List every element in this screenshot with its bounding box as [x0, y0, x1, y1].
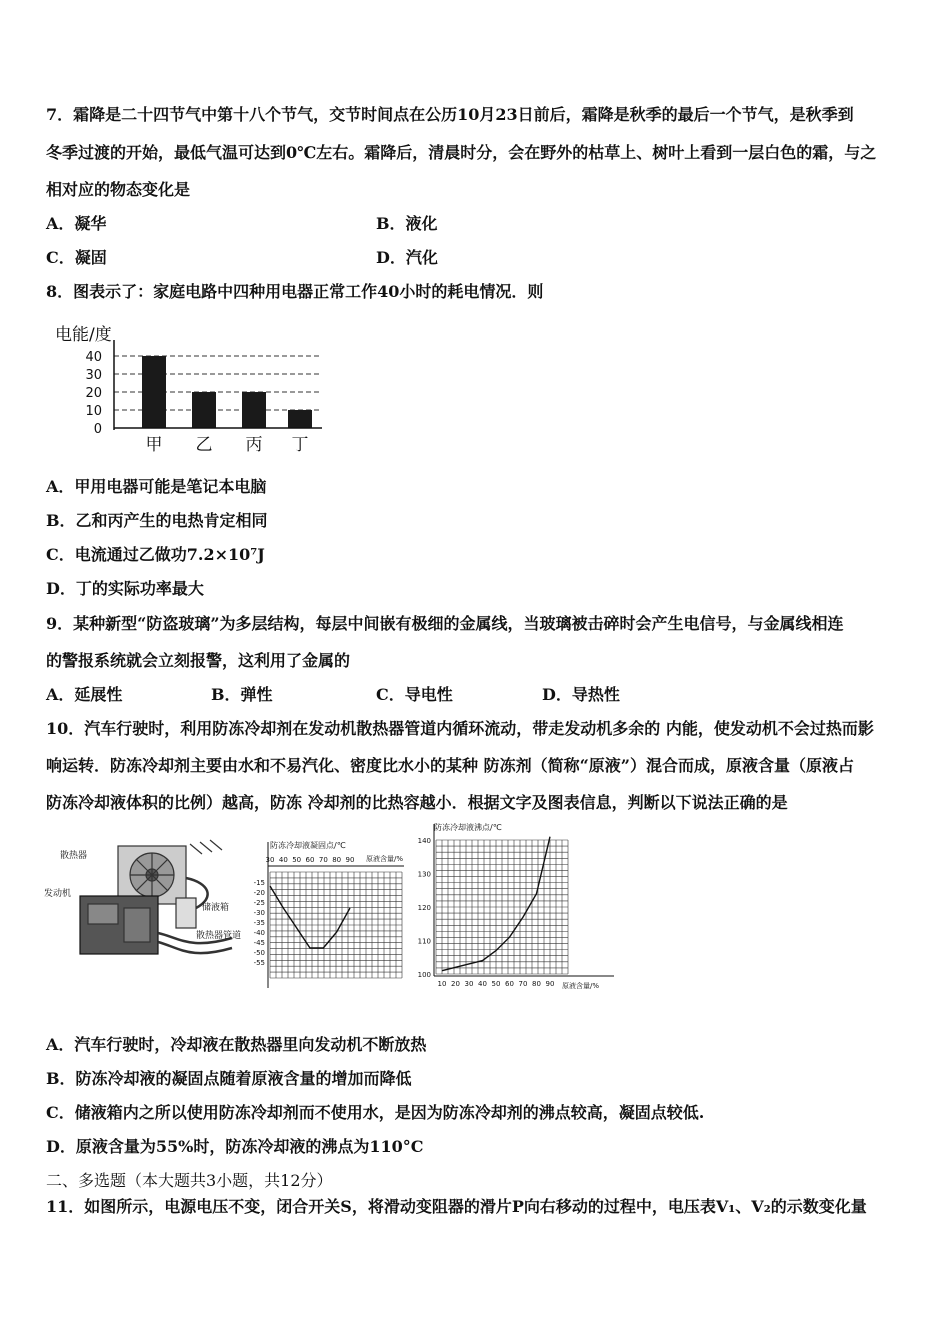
q9-option-d: D．导热性: [542, 685, 620, 704]
q8-option-b: B．乙和丙产生的电热肯定相同: [46, 511, 268, 530]
q7-option-a: A．凝华: [46, 214, 107, 233]
freezing-chart-title: 防冻冷却液凝固点/℃: [270, 841, 346, 850]
q10-option-d: D．原液含量为55%时，防冻冷却液的沸点为110°C: [46, 1137, 424, 1156]
q7-line-3: 相对应的物态变化是: [46, 180, 191, 199]
bar-chart-ytick: 20: [85, 386, 102, 401]
bar-chart-ytick: 30: [85, 368, 102, 383]
bar-chart-ytick: 10: [85, 404, 102, 419]
boiling-xtick: 20: [451, 980, 460, 988]
boiling-chart-xlabel: 原液含量/%: [562, 982, 600, 990]
freezing-point-chart: [240, 836, 410, 994]
boiling-xtick: 50: [491, 980, 501, 988]
freezing-xtick: 40: [278, 856, 288, 864]
bar-甲: [142, 356, 166, 428]
q7-line-1: 7．霜降是二十四节气中第十八个节气，交节时间点在公历10月23日前后，霜降是秋季的最后一个节气，是秋季到: [46, 105, 854, 124]
engine-radiator-figure: [40, 838, 250, 988]
q10-line-2: 响运转．防冻冷却剂主要由水和不易汽化、密度比水小的某种 防冻剂（简称“原液”）混合而成，原液含量（原液占: [46, 756, 854, 775]
bar-chart-category: 甲: [145, 435, 163, 455]
q9-option-a: A．延展性: [46, 685, 123, 704]
bar-丁: [288, 410, 312, 428]
freezing-xtick: 50: [292, 856, 302, 864]
boiling-point-chart: [412, 818, 624, 996]
bar-chart-category: 乙: [195, 435, 213, 455]
q8-stem: 8．图表示了：家庭电路中四种用电器正常工作40小时的耗电情况．则: [46, 282, 544, 301]
boiling-xtick: 70: [518, 980, 528, 988]
bar-chart-ytick: 0: [93, 422, 102, 437]
bar-乙: [192, 392, 216, 428]
figure-label-reservoir: 储液箱: [202, 903, 230, 913]
bar-丙: [242, 392, 266, 428]
bar-chart-ylabel: 电能/度: [55, 325, 112, 345]
freezing-ytick: -45: [253, 939, 265, 947]
boiling-ytick: 130: [417, 870, 431, 879]
q8-option-c: C．电流通过乙做功7.2×10⁷J: [46, 545, 265, 564]
freezing-xtick: 80: [332, 856, 342, 864]
boiling-xtick: 40: [478, 980, 487, 988]
q7-line-2: 冬季过渡的开始，最低气温可达到0℃左右。霜降后，清晨时分，会在野外的枯草上、树叶上看到一层白色的霜，与之: [46, 143, 877, 162]
q7-option-b: B．液化: [376, 214, 438, 233]
boiling-xtick: 80: [532, 980, 541, 988]
bar-chart-ytick: 40: [85, 350, 102, 365]
figure-label-engine: 发动机: [44, 889, 72, 899]
freezing-xtick: 60: [305, 856, 315, 864]
freezing-ytick: -35: [253, 919, 265, 927]
q10-option-c: C．储液箱内之所以使用防冻冷却剂而不使用水，是因为防冻冷却剂的沸点较高，凝固点较低.: [46, 1103, 705, 1122]
q9-option-c: C．导电性: [376, 685, 453, 704]
figure-label-radiator: 散热器: [60, 851, 88, 861]
boiling-xtick: 90: [545, 980, 555, 988]
freezing-ytick: -40: [253, 929, 265, 937]
q11-stem: 11．如图所示，电源电压不变，闭合开关S，将滑动变阻器的滑片P向右移动的过程中，电压表V₁、V₂的示数变化量: [46, 1197, 867, 1216]
boiling-xtick: 60: [505, 980, 514, 988]
freezing-ytick: -20: [253, 889, 265, 897]
q8-option-d: D．丁的实际功率最大: [46, 579, 204, 598]
q8-option-a: A．甲用电器可能是笔记本电脑: [46, 477, 267, 496]
freezing-xtick: 90: [345, 856, 355, 864]
section-2-title: 二、多选题（本大题共3小题，共12分）: [46, 1171, 333, 1190]
freezing-ytick: -30: [253, 909, 265, 917]
bar-chart-category: 丁: [291, 435, 309, 455]
boiling-ytick: 140: [417, 837, 431, 845]
q10-line-1: 10．汽车行驶时，利用防冻冷却剂在发动机散热器管道内循环流动，带走发动机多余的 内能，使发动机不会过热而影: [46, 719, 874, 738]
bar-chart-category: 丙: [245, 435, 263, 455]
freezing-ytick: -50: [253, 949, 265, 957]
q9-line-2: 的警报系统就会立刻报警，这利用了金属的: [46, 651, 351, 670]
q10-option-b: B．防冻冷却液的凝固点随着原液含量的增加而降低: [46, 1069, 412, 1088]
freezing-ytick: -25: [253, 899, 265, 907]
boiling-xtick: 30: [464, 980, 474, 988]
q9-option-b: B．弹性: [211, 685, 273, 704]
boiling-ytick: 110: [417, 937, 431, 946]
freezing-ytick: -55: [253, 959, 265, 967]
q7-option-c: C．凝固: [46, 248, 107, 267]
freezing-chart-xlabel: 原液含量/%: [366, 855, 404, 863]
boiling-ytick: 120: [417, 904, 431, 912]
boiling-ytick: 100: [417, 971, 431, 979]
boiling-xtick: 10: [437, 980, 447, 988]
freezing-xtick: 30: [265, 856, 275, 864]
q9-line-1: 9．某种新型“防盗玻璃”为多层结构，每层中间嵌有极细的金属线，当玻璃被击碎时会产生电信号，与金属线相连: [46, 614, 844, 633]
q7-option-d: D．汽化: [376, 248, 438, 267]
freezing-xtick: 70: [318, 856, 328, 864]
freezing-ytick: -15: [253, 879, 265, 887]
energy-bar-chart: [50, 318, 340, 458]
figure-label-radiator-pipe: 散热器管道: [196, 931, 242, 941]
q10-line-3: 防冻冷却液体积的比例）越高，防冻 冷却剂的比热容越小．根据文字及图表信息，判断以下说法正确的是: [46, 793, 788, 812]
q10-option-a: A．汽车行驶时，冷却液在散热器里向发动机不断放热: [46, 1035, 427, 1054]
boiling-chart-title: 防冻冷却液沸点/℃: [434, 823, 502, 832]
